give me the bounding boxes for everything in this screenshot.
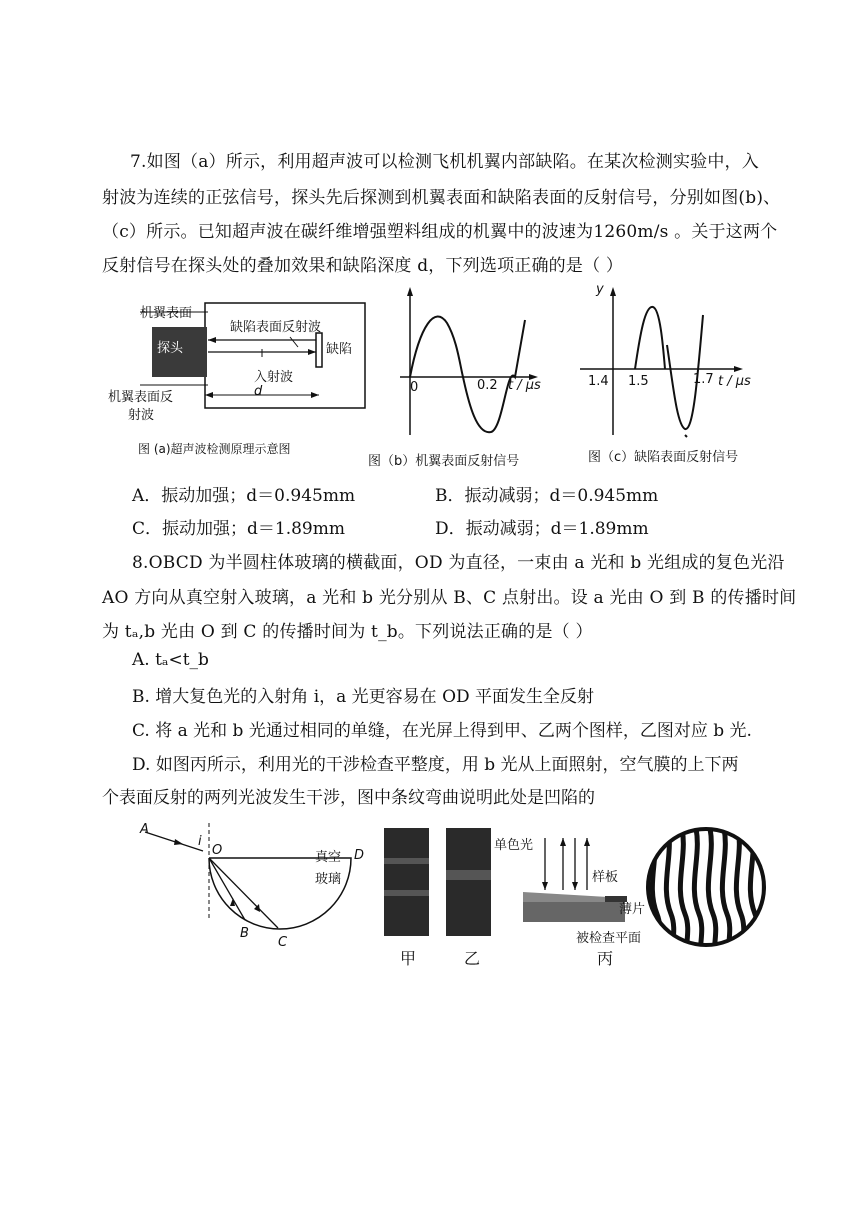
fig-bing-film-label: 薄片 [619,902,646,917]
fig8-label-c: C [278,935,288,950]
fig-a-surface-reflect-label-1: 机翼表面反 [108,390,174,405]
fig-c-axis-t: t / μs [718,374,751,389]
q8-option-b[interactable]: B. 增大复色光的入射角 i，a 光更容易在 OD 平面发生全反射 [132,687,595,707]
q7-option-d[interactable]: D．振动减弱；d＝1.89mm [435,519,649,539]
fig8-label-vacuum: 真空 [315,850,342,865]
fig-c-tick-15: 1.5 [628,374,649,389]
fig-a-defect-reflect-label: 缺陷表面反射波 [230,320,322,335]
fig-b-axis-t: t / μs [508,378,541,393]
fig-c-tick-17: 1.7 [693,372,714,387]
fig-a-surface-reflect-label-2: 射波 [128,408,155,423]
fig-bing-label: 丙 [597,949,614,968]
fig-a-probe-label: 探头 [157,341,184,356]
fig8-label-glass: 玻璃 [315,872,342,887]
fig-bing-sample-label: 样板 [592,870,619,885]
fig-c-caption: 图（c）缺陷表面反射信号 [588,450,739,465]
q8-line-3: 为 tₐ,b 光由 O 到 C 的传播时间为 t_b。下列说法正确的是（ ） [102,622,593,642]
fig-b-tick-02: 0.2 [477,378,498,393]
q7-line-4: 反射信号在探头处的叠加效果和缺陷深度 d，下列选项正确的是（ ） [102,256,624,276]
q8-option-d-line-2: 个表面反射的两列光波发生干涉，图中条纹弯曲说明此处是凹陷的 [102,788,595,808]
q7-line-2: 射波为连续的正弦信号，探头先后探测到机翼表面和缺陷表面的反射信号，分别如图(b)、 [102,188,781,208]
q7-option-a[interactable]: A．振动加强；d＝0.945mm [132,486,356,506]
fig-bing-mono-label: 单色光 [494,838,534,853]
q8-option-c[interactable]: C. 将 a 光和 b 光通过相同的单缝，在光屏上得到甲、乙两个图样，乙图对应 b 光. [132,721,752,741]
fig-a-surface-label: 机翼表面 [140,306,193,321]
label-yi: 乙 [464,949,481,968]
q7-figure-c [575,285,750,445]
q7-line-1: 7.如图（a）所示，利用超声波可以检测飞机机翼内部缺陷。在某次检测实验中，入 [130,152,759,172]
fig8-label-a: A [140,822,149,837]
fringe-circle-figure [643,824,773,954]
fig-c-tick-14: 1.4 [588,374,609,389]
fig8-label-o: O [212,843,223,858]
fig8-label-b: B [240,926,249,941]
fig8-label-i: i [198,834,202,849]
q7-option-b[interactable]: B．振动减弱；d＝0.945mm [435,486,659,506]
fig-a-defect-label: 缺陷 [326,342,353,357]
fig-a-incident-label: 入射波 [254,370,294,385]
q7-line-3: （c）所示。已知超声波在碳纤维增强塑料组成的机翼中的波速为1260m/s 。关于这两个 [102,222,778,242]
fig-b-tick-0: 0 [410,380,419,395]
fig8-label-d: D [354,848,365,863]
fig-a-caption: 图 (a)超声波检测原理示意图 [138,442,291,456]
q8-line-1: 8.OBCD 为半圆柱体玻璃的横截面，OD 为直径，一束由 a 光和 b 光组成的复色光沿 [132,553,785,573]
fig-c-axis-y: y [596,282,604,297]
label-jia: 甲 [400,949,417,968]
fig-a-d-label: d [254,384,263,399]
q8-option-a[interactable]: A. tₐ<t_b [132,650,209,670]
q7-figure-b [395,285,545,440]
diffraction-patterns [384,828,494,938]
q8-line-2: AO 方向从真空射入玻璃，a 光和 b 光分别从 B、C 点射出。设 a 光由 O 到 B 的传播时间 [102,588,797,608]
q8-option-d-line-1[interactable]: D. 如图丙所示，利用光的干涉检查平整度，用 b 光从上面照射，空气膜的上下两 [132,755,739,775]
fig-bing-surface-label: 被检查平面 [576,931,642,946]
q7-option-c[interactable]: C．振动加强；d＝1.89mm [132,519,345,539]
fig-b-caption: 图（b）机翼表面反射信号 [368,454,520,469]
